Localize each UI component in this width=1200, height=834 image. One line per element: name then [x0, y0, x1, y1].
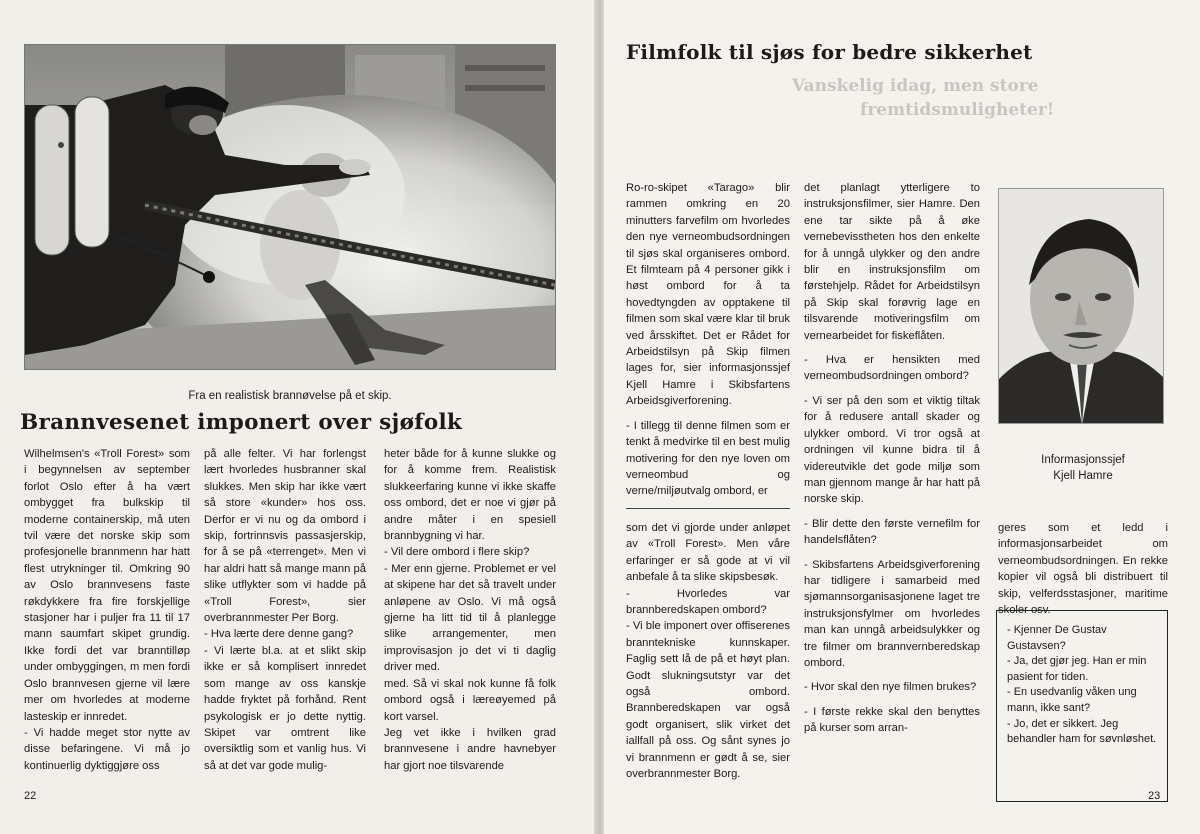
- paragraph: det planlagt ytterligere to instruksjonsfilmer, sier Hamre. Den ene tar sikte på å øke vernebevisstheten hos den enkelte for å unngå ulykker og den andre blir en instruksjonsfilm om førstehjelp. Rådet for Arbeidstilsyn på Skip skal forøvrig lage en tilsvarende motiveringsfilm om vernearbeidet for fiskeflåten.: [804, 182, 980, 342]
- joke-box: [996, 610, 1168, 802]
- article-column-1: [626, 180, 790, 500]
- paragraph: - Mer enn gjerne. Problemet er vel at skipene har det så travelt under anløpene av Oslo. Vi må også gjerne ha litt tid til å planlegge slike arrangementer, men improvisasjon jo det vi ti daglig driver med.: [384, 562, 556, 674]
- portrait-illustration: [999, 189, 1164, 424]
- paragraph: - Hvor skal den nye filmen brukes?: [804, 681, 977, 694]
- paragraph: - Vi ser på den som et viktig tiltak for å redusere antall skader og ulykker ombord. Vi tror også at ordningen vil kunne bidra til å videreutvikle det gode miljø som man gjennom mange år har hatt på norske skip.: [804, 394, 980, 506]
- article-column-1b: [626, 520, 790, 783]
- joke-line: - En usedvanlig våken ung mann, ikke sant?: [1007, 686, 1137, 714]
- page-number-right: 23: [1148, 790, 1161, 802]
- article-column-3: [384, 446, 556, 774]
- article-column-2: [204, 446, 366, 774]
- joke-line: - Ja, det gjør jeg. Han er min pasient for tiden.: [1007, 655, 1147, 683]
- article-headline-left: Brannvesenet imponert over sjøfolk: [20, 410, 463, 435]
- paragraph: geres som et ledd i informasjonsarbeidet om verneombudsordningen. En rekke kopier vil også bli distribuert til skip, velferdsstasjoner, maritime skoler osv.: [998, 522, 1168, 617]
- article-column-3: [998, 520, 1168, 618]
- paragraph: - Hva lærte dere denne gang?: [204, 628, 354, 641]
- portrait-caption-name: Kjell Hamre: [1053, 470, 1113, 482]
- paragraph: - Vi lærte bl.a. at et slikt skip ikke er så komplisert innredet som mange av oss kanskje hadde fryktet på forhånd. Rent psykologisk er jo dette nyttig. Skipet var omtrent like oversiktlig som et vanlig hus. Vi så at det var gode mulig-: [204, 644, 366, 772]
- paragraph: Wilhelmsen's «Troll Forest» som i begynnelsen av september forlot Oslo efter å ha vært ombygget fra bulkskip til moderne containerskip, må uten tvil være det norske skip som profesjonelle brannmenn har hatt flest utrykninger til. Omkring 90 av Oslo brannvesens faste røkdykkere fra fire forskjellige stasjoner har i puljer fra 11 til 17 mann saumfart skipet grundig. Ikke fordi det var branntilløp under ombyggingen, m men fordi Oslo brannvesen gjerne vil lære mer om hvorledes at moderne lasteskip er innredet.: [24, 448, 190, 723]
- article-column-1: [24, 446, 190, 774]
- paragraph: Jeg vet ikke i hvilken grad brannvesene i andre havnebyer har gjort noe tilsvarende: [384, 726, 556, 772]
- paragraph: - Vi hadde meget stor nytte av disse befaringene. Vi må jo kontinuerlig dyktiggjøre oss: [24, 726, 190, 772]
- paragraph: - Hvorledes var brannberedskapen ombord?: [626, 587, 790, 617]
- paragraph: som det vi gjorde under anløpet av «Troll Forest». Men våre erfaringer er så gode at vi vil anbefale å ta slike skipsbesøk.: [626, 522, 790, 584]
- firefighting-drill-photo: [24, 44, 556, 370]
- bleed-through-text: fremtidsmuligheter!: [860, 100, 1055, 120]
- firefighter-illustration: [25, 45, 556, 370]
- portrait-caption-title: Informasjonssjef: [1041, 454, 1125, 466]
- portrait-caption: [998, 452, 1168, 484]
- page-number-left: 22: [24, 790, 37, 802]
- paragraph: - Skibsfartens Arbeidsgiverforening har tidligere i samarbeid med sjømannsorganisasjonene laget tre instruksjonsfylmer om hvorledes man kan unngå arbeidsulykker og tre filmer om brannvernberedskap ombord.: [804, 558, 980, 669]
- paragraph: - I første rekke skal den benyttes på kurser som arran-: [804, 705, 980, 735]
- paragraph: - I tillegg til denne filmen som er tenkt å medvirke til en best mulig motivering for den nye loven om verneombud og verne/miljøutvalg ombord, er: [626, 419, 790, 498]
- article-column-2: [804, 180, 980, 737]
- paragraph: Ro-ro-skipet «Tarago» blir rammen omkring en 20 minutters farvefilm om hvorledes den nye verneombudsordningen til sjøs skal organiseres ombord. Et filmteam på 4 personer gikk i høst ombord for å ta hovedtyngden av opptakene til filmen som skal være klar til bruk ved årsskiftet. Det er Rådet for Arbeidstilsyn på Skip filmen lages for, sier informasjonssjef Kjell Hamre i Skibsfartens Arbeidsgiverforening.: [626, 182, 790, 408]
- paragraph: heter både for å kunne slukke og for å komme frem. Realistisk slukkeerfaring kunne vi ikke skaffe oss ombord, det er noe vi gjør på andre måter i en spesiell brannbygning vi har.: [384, 448, 556, 543]
- left-page: [0, 0, 598, 834]
- paragraph: med. Så vi skal nok kunne få folk ombord også i læreøyemed på kort varsel.: [384, 677, 556, 723]
- paragraph: - Vi ble imponert over offiserenes branntekniske kunnskaper. Faglig sett lå de på et høyt plan. Godt slukningsutstyr var det også ombord. Brannberedskapen var også godt organisert, slik virket det iallfall på oss. Og sånt synes jo vi brannmenn er gødt å se, sier overbrannmester Borg.: [626, 620, 790, 781]
- photo-caption: Fra en realistisk brannøvelse på et skip.: [188, 390, 392, 402]
- column-divider: [626, 508, 790, 509]
- article-headline-right: Filmfolk til sjøs for bedre sikkerhet: [626, 40, 1033, 64]
- joke-text: [1007, 623, 1157, 748]
- bleed-through-text: Vanskelig idag, men store: [792, 76, 1039, 96]
- paragraph: - Hva er hensikten med verneombudsordningen ombord?: [804, 354, 980, 383]
- kjell-hamre-portrait: [998, 188, 1164, 424]
- joke-line: - Jo, det er sikkert. Jeg behandler ham for søvnløshet.: [1007, 717, 1157, 746]
- joke-line: - Kjenner De Gustav Gustavsen?: [1007, 624, 1107, 652]
- paragraph: - Vil dere ombord i flere skip?: [384, 546, 530, 559]
- paragraph: - Blir dette den første vernefilm for handelsflåten?: [804, 517, 980, 547]
- paragraph: på alle felter. Vi har forlengst lært hvorledes husbranner skal slukkes. Men skip har ikke vært så store «kunder» hos oss. Derfor er vi nu og da ombord i skip, fortrinnsvis passasjerskip, for å se på «terrenget». Men vi har aldri hatt så mange mann på slike utflykter som vi hadde på «Troll Forest», sier overbrannmester Per Borg.: [204, 448, 366, 625]
